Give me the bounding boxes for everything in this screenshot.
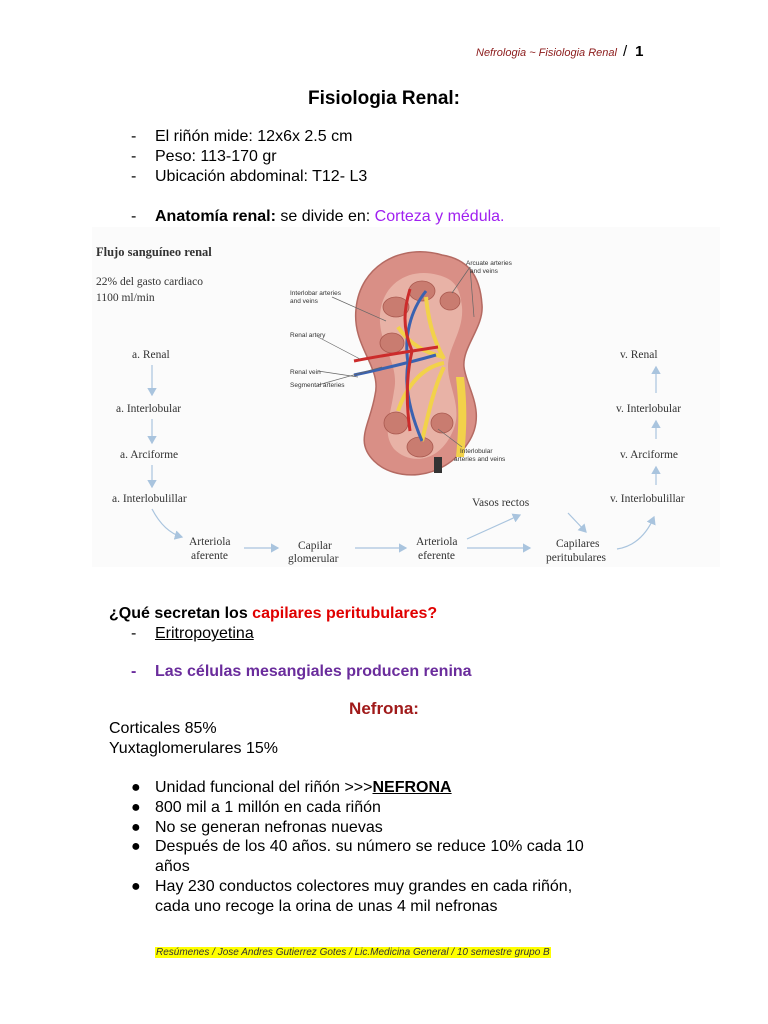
list-item: ● No se generan nefronas nuevas: [131, 819, 383, 836]
nefrona-title: Nefrona:: [349, 699, 419, 718]
flow-node: Capilares: [556, 538, 600, 550]
list-item-continuation: años: [155, 858, 190, 875]
anatomia-highlight: Corteza y médula.: [374, 208, 505, 225]
kidney-label: Interlobar arteries: [290, 290, 341, 297]
page-footer: Resúmenes / Jose Andres Gutierrez Gotes / Lic.Medicina General / 10 semestre grupo B: [156, 947, 550, 958]
flow-node: Arteriola: [189, 536, 231, 548]
mesangial-line: - Las células mesangiales producen renina: [131, 663, 472, 680]
list-item: - Ubicación abdominal: T12- L3: [131, 168, 368, 185]
corticales-text: Corticales 85%: [109, 720, 217, 737]
flow-node: aferente: [191, 550, 229, 562]
question-highlight: capilares peritubulares?: [252, 605, 438, 622]
flow-node: a. Renal: [132, 349, 170, 361]
list-item: ● 800 mil a 1 millón en cada riñón: [131, 799, 381, 816]
flow-node: v. Arciforme: [620, 449, 679, 461]
flow-node: Capilar: [298, 540, 332, 552]
anatomia-label: Anatomía renal:: [155, 208, 276, 225]
answer-line: - Eritropoyetina: [131, 625, 254, 642]
kidney-label: and veins: [290, 298, 318, 305]
flow-node: v. Interlobulillar: [610, 493, 685, 505]
kidney-label: and veins: [470, 268, 498, 275]
header-separator: /: [622, 43, 628, 60]
page-header: [476, 43, 643, 60]
flow-node: peritubulares: [546, 552, 607, 564]
list-item-continuation: cada uno recoge la orina de unas 4 mil nefronas: [155, 898, 498, 915]
page-number: 1: [635, 43, 644, 60]
diagram-stat-2: 1100 ml/min: [96, 292, 155, 304]
flow-node: glomerular: [288, 553, 339, 565]
flow-node: eferente: [418, 550, 456, 562]
flow-node: a. Interlobulillar: [112, 493, 187, 505]
flow-node: a. Interlobular: [116, 403, 182, 415]
kidney-label: Renal vein: [290, 369, 321, 376]
renal-blood-flow-diagram: [92, 227, 720, 567]
page-title: Fisiologia Renal:: [307, 88, 461, 109]
flow-node: v. Renal: [620, 349, 658, 361]
yuxta-text: Yuxtaglomerulares 15%: [109, 740, 278, 757]
flow-node: Arteriola: [416, 536, 458, 548]
flow-node: a. Arciforme: [120, 449, 179, 461]
list-item: - El riñón mide: 12x6x 2.5 cm: [131, 128, 353, 145]
question-line: ¿Qué secretan los capilares peritubulares?: [109, 605, 438, 622]
flow-node: Vasos rectos: [472, 497, 530, 509]
flow-node: v. Interlobular: [616, 403, 682, 415]
list-item: ● Después de los 40 años. su número se reduce 10% cada 10: [131, 838, 584, 855]
diagram-stat-1: 22% del gasto cardiaco: [96, 276, 203, 288]
kidney-label: Arcuate arteries: [466, 260, 512, 267]
list-item: ● Hay 230 conductos colectores muy grandes en cada riñón,: [131, 878, 573, 895]
diagram-title: Flujo sanguíneo renal: [96, 245, 212, 259]
kidney-label: Segmental arteries: [290, 382, 345, 389]
list-item: - Peso: 113-170 gr: [131, 148, 277, 165]
answer-text: Eritropoyetina: [155, 625, 254, 642]
kidney-label: Interlobular: [460, 448, 493, 455]
anatomia-line: - Anatomía renal: se divide en: Corteza y médula.: [131, 208, 505, 225]
kidney-label: arteries and veins: [454, 456, 506, 463]
header-text: Nefrologia ~ Fisiologia Renal: [476, 47, 617, 59]
list-item: ● Unidad funcional del riñón >>>NEFRONA: [131, 779, 452, 796]
kidney-label: Renal artery: [290, 332, 326, 339]
kidney-illustration: [318, 252, 482, 475]
